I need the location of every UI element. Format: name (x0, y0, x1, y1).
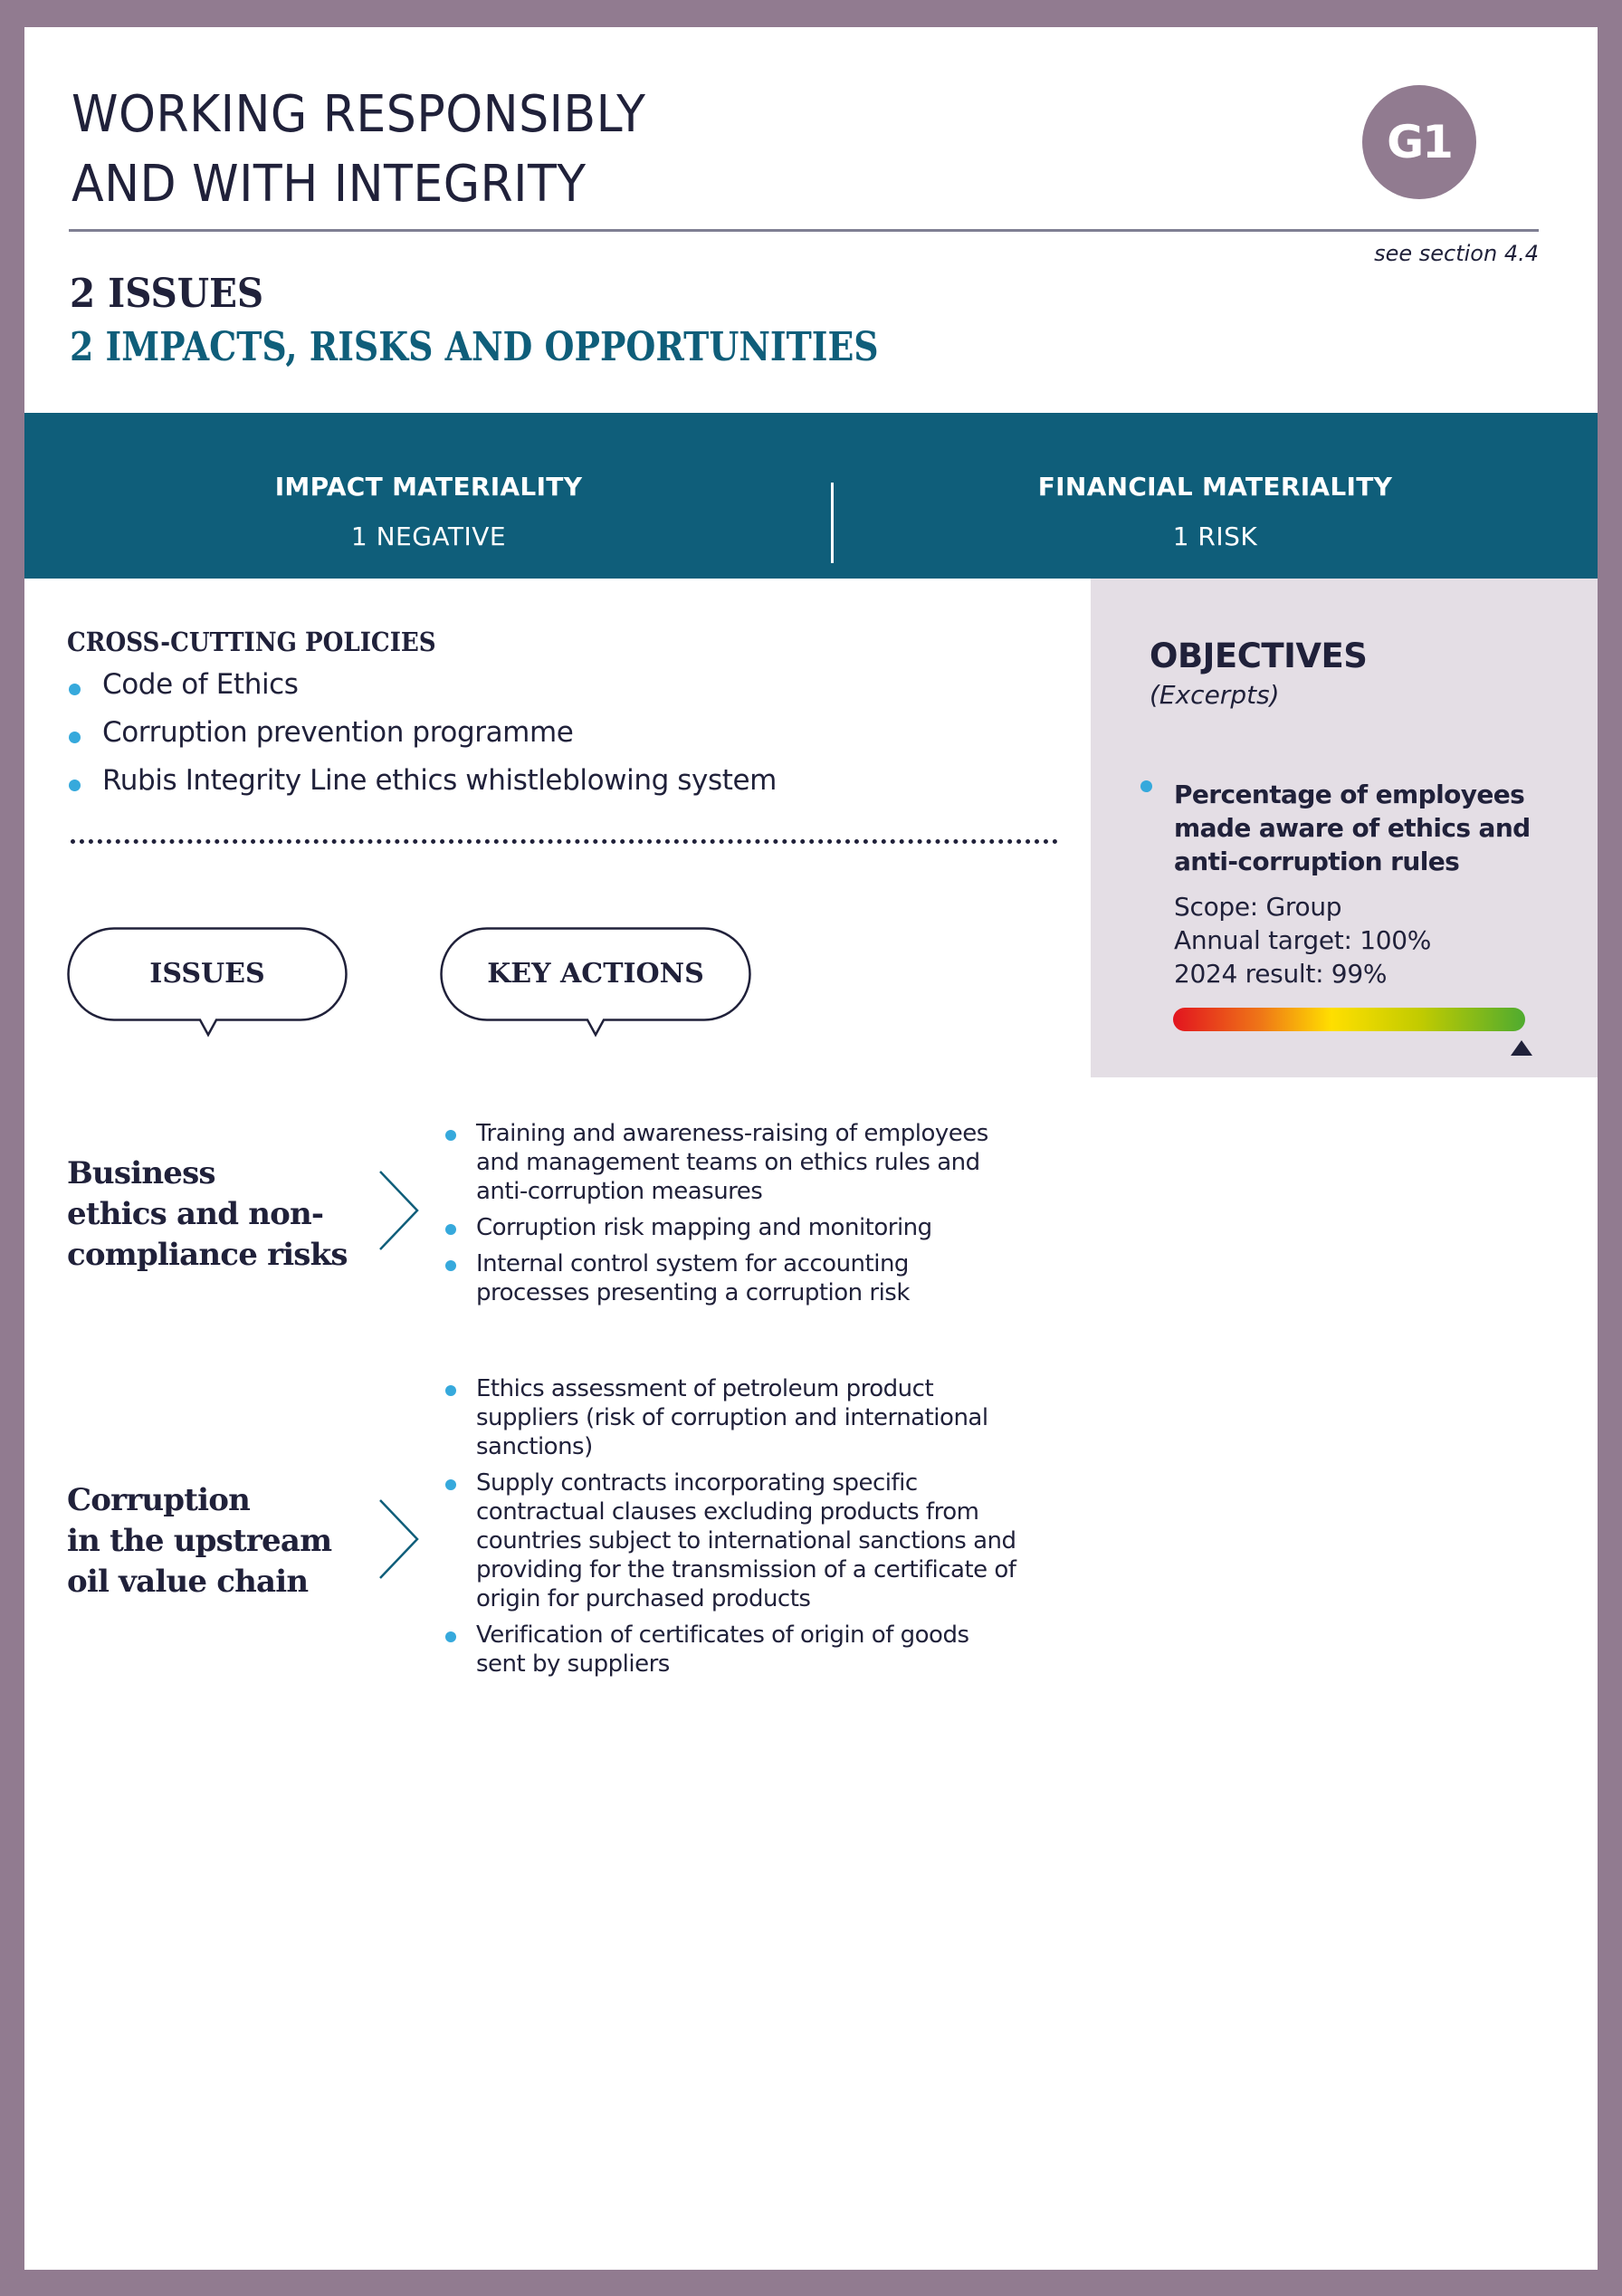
title-divider (69, 229, 1539, 232)
key-action-text: Training and awareness-raising of employees and management teams on ethics rules and anti-corruption measures (476, 1120, 988, 1205)
policies-heading: CROSS-CUTTING POLICIES (67, 627, 436, 657)
page-title-line-1: WORKING RESPONSIBLY (72, 85, 646, 144)
objective-target: Annual target: 100% (1174, 925, 1432, 955)
key-action-item (445, 1119, 1025, 1206)
materiality-band (24, 413, 1598, 579)
bullet-icon (445, 1631, 456, 1642)
key-action-text: Internal control system for accounting processes presenting a corruption risk (476, 1250, 910, 1306)
financial-materiality-value: 1 RISK (1172, 521, 1258, 551)
issue-title-line: Corruption (67, 1482, 251, 1518)
bullet-icon (1140, 780, 1152, 792)
progress-marker-icon (1511, 1040, 1532, 1056)
bullet-icon (445, 1385, 456, 1396)
section-reference: see section 4.4 (1374, 241, 1539, 266)
section-badge: G1 (1362, 85, 1476, 199)
objective-result: 2024 result: 99% (1174, 959, 1388, 989)
dotted-divider (71, 839, 1058, 844)
issues-header-label: ISSUES (149, 958, 265, 990)
policy-label: Corruption prevention programme (102, 716, 574, 749)
objectives-title: OBJECTIVES (1150, 636, 1368, 675)
key-action-item (445, 1468, 1025, 1613)
bullet-icon (69, 780, 81, 791)
bullet-icon (445, 1479, 456, 1490)
key-actions-list (445, 1119, 1025, 1315)
bullet-icon (445, 1260, 456, 1271)
financial-materiality-label: FINANCIAL MATERIALITY (1037, 472, 1393, 502)
key-action-text: Supply contracts incorporating specific contractual clauses excluding products from countries subject to international sanctions and providing for the transmission of a certificate of origin for purchased products (476, 1469, 1016, 1612)
key-actions-header-label: KEY ACTIONS (487, 958, 704, 990)
objective-name: Percentage of employees made aware of ethics and anti-corruption rules (1174, 780, 1531, 876)
key-actions-list (445, 1374, 1025, 1686)
key-action-item (445, 1621, 1025, 1679)
issue-title (67, 1153, 348, 1276)
policies-list (67, 666, 777, 810)
issue-title-line: in the upstream (67, 1523, 332, 1559)
policy-item (67, 714, 777, 762)
chevron-right-icon (377, 1498, 423, 1580)
key-action-text: Ethics assessment of petroleum product suppliers (risk of corruption and international sanctions) (476, 1375, 988, 1460)
objectives-panel (1091, 579, 1598, 1077)
chevron-right-icon (377, 1170, 423, 1251)
key-action-text: Corruption risk mapping and monitoring (476, 1214, 932, 1241)
objective-scope: Scope: Group (1174, 892, 1342, 922)
issue-title-line: compliance risks (67, 1237, 348, 1273)
policy-label: Code of Ethics (102, 668, 299, 701)
key-action-text: Verification of certificates of origin of goods sent by suppliers (476, 1622, 969, 1678)
page (24, 27, 1598, 2270)
bullet-icon (445, 1224, 456, 1235)
issue-title-line: ethics and non- (67, 1196, 324, 1232)
policy-item (67, 762, 777, 810)
issues-header-bubble (67, 927, 348, 1039)
page-title (72, 80, 645, 219)
policy-label: Rubis Integrity Line ethics whistleblowing system (102, 764, 777, 797)
key-action-item (445, 1213, 1025, 1242)
bullet-icon (69, 684, 81, 695)
financial-materiality (833, 413, 1598, 579)
iro-count: 2 IMPACTS, RISKS AND OPPORTUNITIES (70, 324, 879, 370)
issue-title-line: Business (67, 1155, 215, 1191)
objectives-subtitle: (Excerpts) (1150, 680, 1280, 710)
impact-materiality-label: IMPACT MATERIALITY (274, 472, 583, 502)
progress-gauge (1173, 1008, 1525, 1031)
objective-details (1174, 890, 1431, 990)
bullet-icon (69, 732, 81, 743)
impact-materiality (24, 413, 833, 579)
issue-title (67, 1480, 331, 1602)
issues-count: 2 ISSUES (70, 271, 264, 317)
key-action-item (445, 1249, 1025, 1307)
bullet-icon (445, 1130, 456, 1141)
impact-materiality-value: 1 NEGATIVE (350, 521, 507, 551)
issue-title-line: oil value chain (67, 1564, 309, 1600)
key-action-item (445, 1374, 1025, 1461)
key-actions-header-bubble (440, 927, 751, 1039)
policy-item (67, 666, 777, 714)
page-title-line-2: AND WITH INTEGRITY (72, 155, 587, 214)
